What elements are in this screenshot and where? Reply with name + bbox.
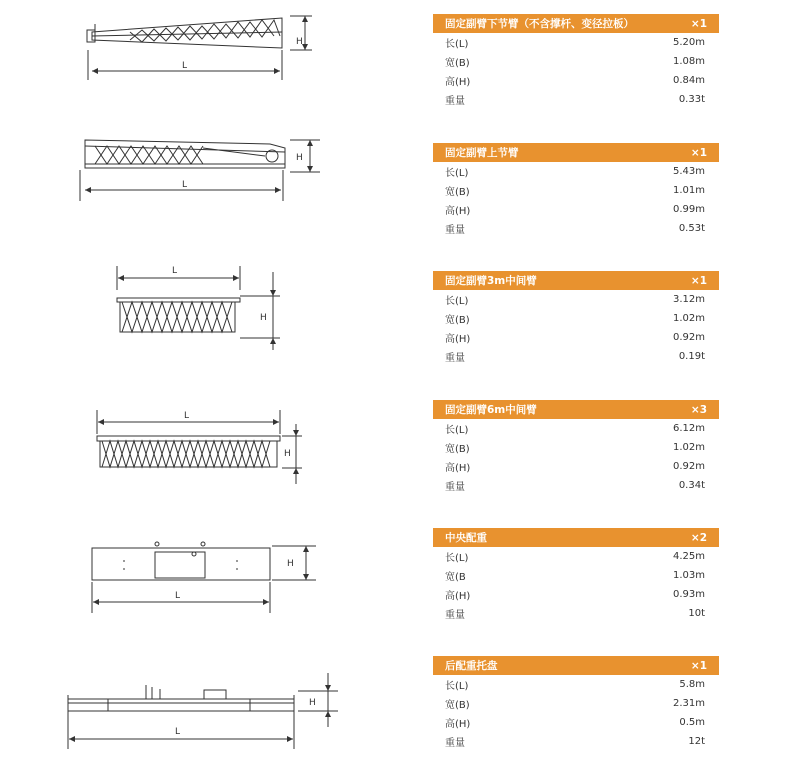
spec-row — [433, 476, 719, 495]
spec-label: 长(L) — [445, 425, 469, 436]
spec-row — [433, 71, 719, 90]
spec-value: 1.08m — [672, 56, 705, 67]
spec-table — [433, 14, 719, 109]
spec-value: 10t — [688, 608, 705, 619]
spec-row — [433, 694, 719, 713]
height-label: H — [260, 313, 267, 323]
spec-value: 1.02m — [672, 313, 705, 324]
spec-label: 高(H) — [445, 77, 471, 88]
spec-table — [433, 271, 719, 366]
lower-jib-drawing — [0, 10, 420, 80]
spec-table — [433, 400, 719, 495]
spec-label: 宽(B) — [445, 700, 470, 711]
component-title: 中央配重 — [445, 532, 487, 544]
height-label: H — [296, 153, 303, 163]
spec-value: 0.5m — [679, 717, 705, 728]
component-quantity: ×1 — [690, 659, 707, 672]
spec-row — [433, 162, 719, 181]
spec-header — [433, 528, 719, 547]
spec-label: 长(L) — [445, 168, 469, 179]
spec-value: 0.92m — [672, 332, 705, 343]
spec-label: 重量 — [445, 96, 465, 107]
spec-label: 长(L) — [445, 39, 469, 50]
spec-header — [433, 271, 719, 290]
spec-row — [433, 328, 719, 347]
spec-value: 5.8m — [679, 679, 705, 690]
component-title: 固定副臂上节臂 — [445, 147, 519, 159]
height-label: H — [309, 698, 316, 708]
spec-row — [433, 547, 719, 566]
spec-value: 0.93m — [672, 589, 705, 600]
spec-value: 0.84m — [672, 75, 705, 86]
length-label: L — [175, 727, 181, 737]
spec-value: 3.12m — [672, 294, 705, 305]
spec-row — [433, 200, 719, 219]
diagram-rear-counterweight-tray — [0, 663, 420, 753]
spec-row — [433, 309, 719, 328]
spec-table — [433, 656, 719, 751]
length-label: L — [182, 180, 188, 190]
component-quantity: ×2 — [690, 531, 707, 544]
spec-value: 0.34t — [678, 480, 705, 491]
spec-header — [433, 656, 719, 675]
length-label: L — [175, 591, 181, 601]
spec-label: 长(L) — [445, 296, 469, 307]
spec-row — [433, 290, 719, 309]
rear-counterweight-tray-drawing — [0, 663, 420, 753]
diagram-lower-jib-section — [0, 10, 420, 80]
spec-value: 5.43m — [672, 166, 705, 177]
spec-value: 2.31m — [672, 698, 705, 709]
spec-label: 重量 — [445, 610, 465, 621]
spec-row — [433, 90, 719, 109]
diagram-upper-jib-section — [0, 128, 420, 203]
spec-table — [433, 528, 719, 623]
spec-label: 高(H) — [445, 591, 471, 602]
spec-label: 高(H) — [445, 334, 471, 345]
component-quantity: ×1 — [690, 17, 707, 30]
central-counterweight-drawing — [0, 538, 420, 618]
spec-row — [433, 419, 719, 438]
spec-row — [433, 566, 719, 585]
spec-value: 5.20m — [672, 37, 705, 48]
spec-row — [433, 732, 719, 751]
spec-table — [433, 143, 719, 238]
spec-label: 高(H) — [445, 719, 471, 730]
component-title: 固定副臂3m中间臂 — [445, 275, 537, 287]
spec-row — [433, 219, 719, 238]
spec-row — [433, 52, 719, 71]
spec-label: 宽(B) — [445, 444, 470, 455]
spec-label: 重量 — [445, 738, 465, 749]
component-title: 固定副臂6m中间臂 — [445, 404, 537, 416]
spec-header — [433, 14, 719, 33]
spec-label: 高(H) — [445, 463, 471, 474]
spec-value: 12t — [688, 736, 705, 747]
component-quantity: ×3 — [690, 403, 707, 416]
component-quantity: ×1 — [690, 274, 707, 287]
component-quantity: ×1 — [690, 146, 707, 159]
diagram-6m-middle-jib — [0, 404, 420, 486]
component-title: 后配重托盘 — [445, 660, 498, 672]
spec-label: 重量 — [445, 353, 465, 364]
upper-jib-drawing — [0, 128, 420, 203]
spec-label: 长(L) — [445, 553, 469, 564]
diagram-3m-middle-jib — [0, 260, 420, 350]
spec-row — [433, 604, 719, 623]
spec-value: 0.33t — [678, 94, 705, 105]
spec-label: 宽(B) — [445, 187, 470, 198]
spec-row — [433, 181, 719, 200]
spec-row — [433, 33, 719, 52]
spec-value: 6.12m — [672, 423, 705, 434]
spec-row — [433, 457, 719, 476]
diagram-central-counterweight — [0, 538, 420, 618]
spec-value: 1.02m — [672, 442, 705, 453]
middle-jib-6m-drawing — [0, 404, 420, 486]
spec-value: 0.99m — [672, 204, 705, 215]
height-label: H — [296, 37, 303, 47]
spec-row — [433, 675, 719, 694]
height-label: H — [284, 449, 291, 459]
spec-value: 4.25m — [672, 551, 705, 562]
length-label: L — [184, 411, 190, 421]
spec-value: 1.03m — [672, 570, 705, 581]
spec-row — [433, 585, 719, 604]
spec-row — [433, 438, 719, 457]
spec-label: 宽(B) — [445, 58, 470, 69]
spec-row — [433, 713, 719, 732]
length-label: L — [172, 266, 178, 276]
spec-value: 0.92m — [672, 461, 705, 472]
length-label: L — [182, 61, 188, 71]
middle-jib-3m-drawing — [0, 260, 420, 350]
height-label: H — [287, 559, 294, 569]
spec-label: 宽(B — [445, 572, 466, 583]
spec-header — [433, 143, 719, 162]
spec-label: 高(H) — [445, 206, 471, 217]
component-title: 固定副臂下节臂（不含撑杆、变径拉板） — [445, 18, 634, 30]
spec-row — [433, 347, 719, 366]
spec-label: 长(L) — [445, 681, 469, 692]
spec-header — [433, 400, 719, 419]
spec-label: 重量 — [445, 482, 465, 493]
spec-value: 0.53t — [678, 223, 705, 234]
spec-value: 0.19t — [678, 351, 705, 362]
spec-label: 宽(B) — [445, 315, 470, 326]
spec-value: 1.01m — [672, 185, 705, 196]
spec-label: 重量 — [445, 225, 465, 236]
